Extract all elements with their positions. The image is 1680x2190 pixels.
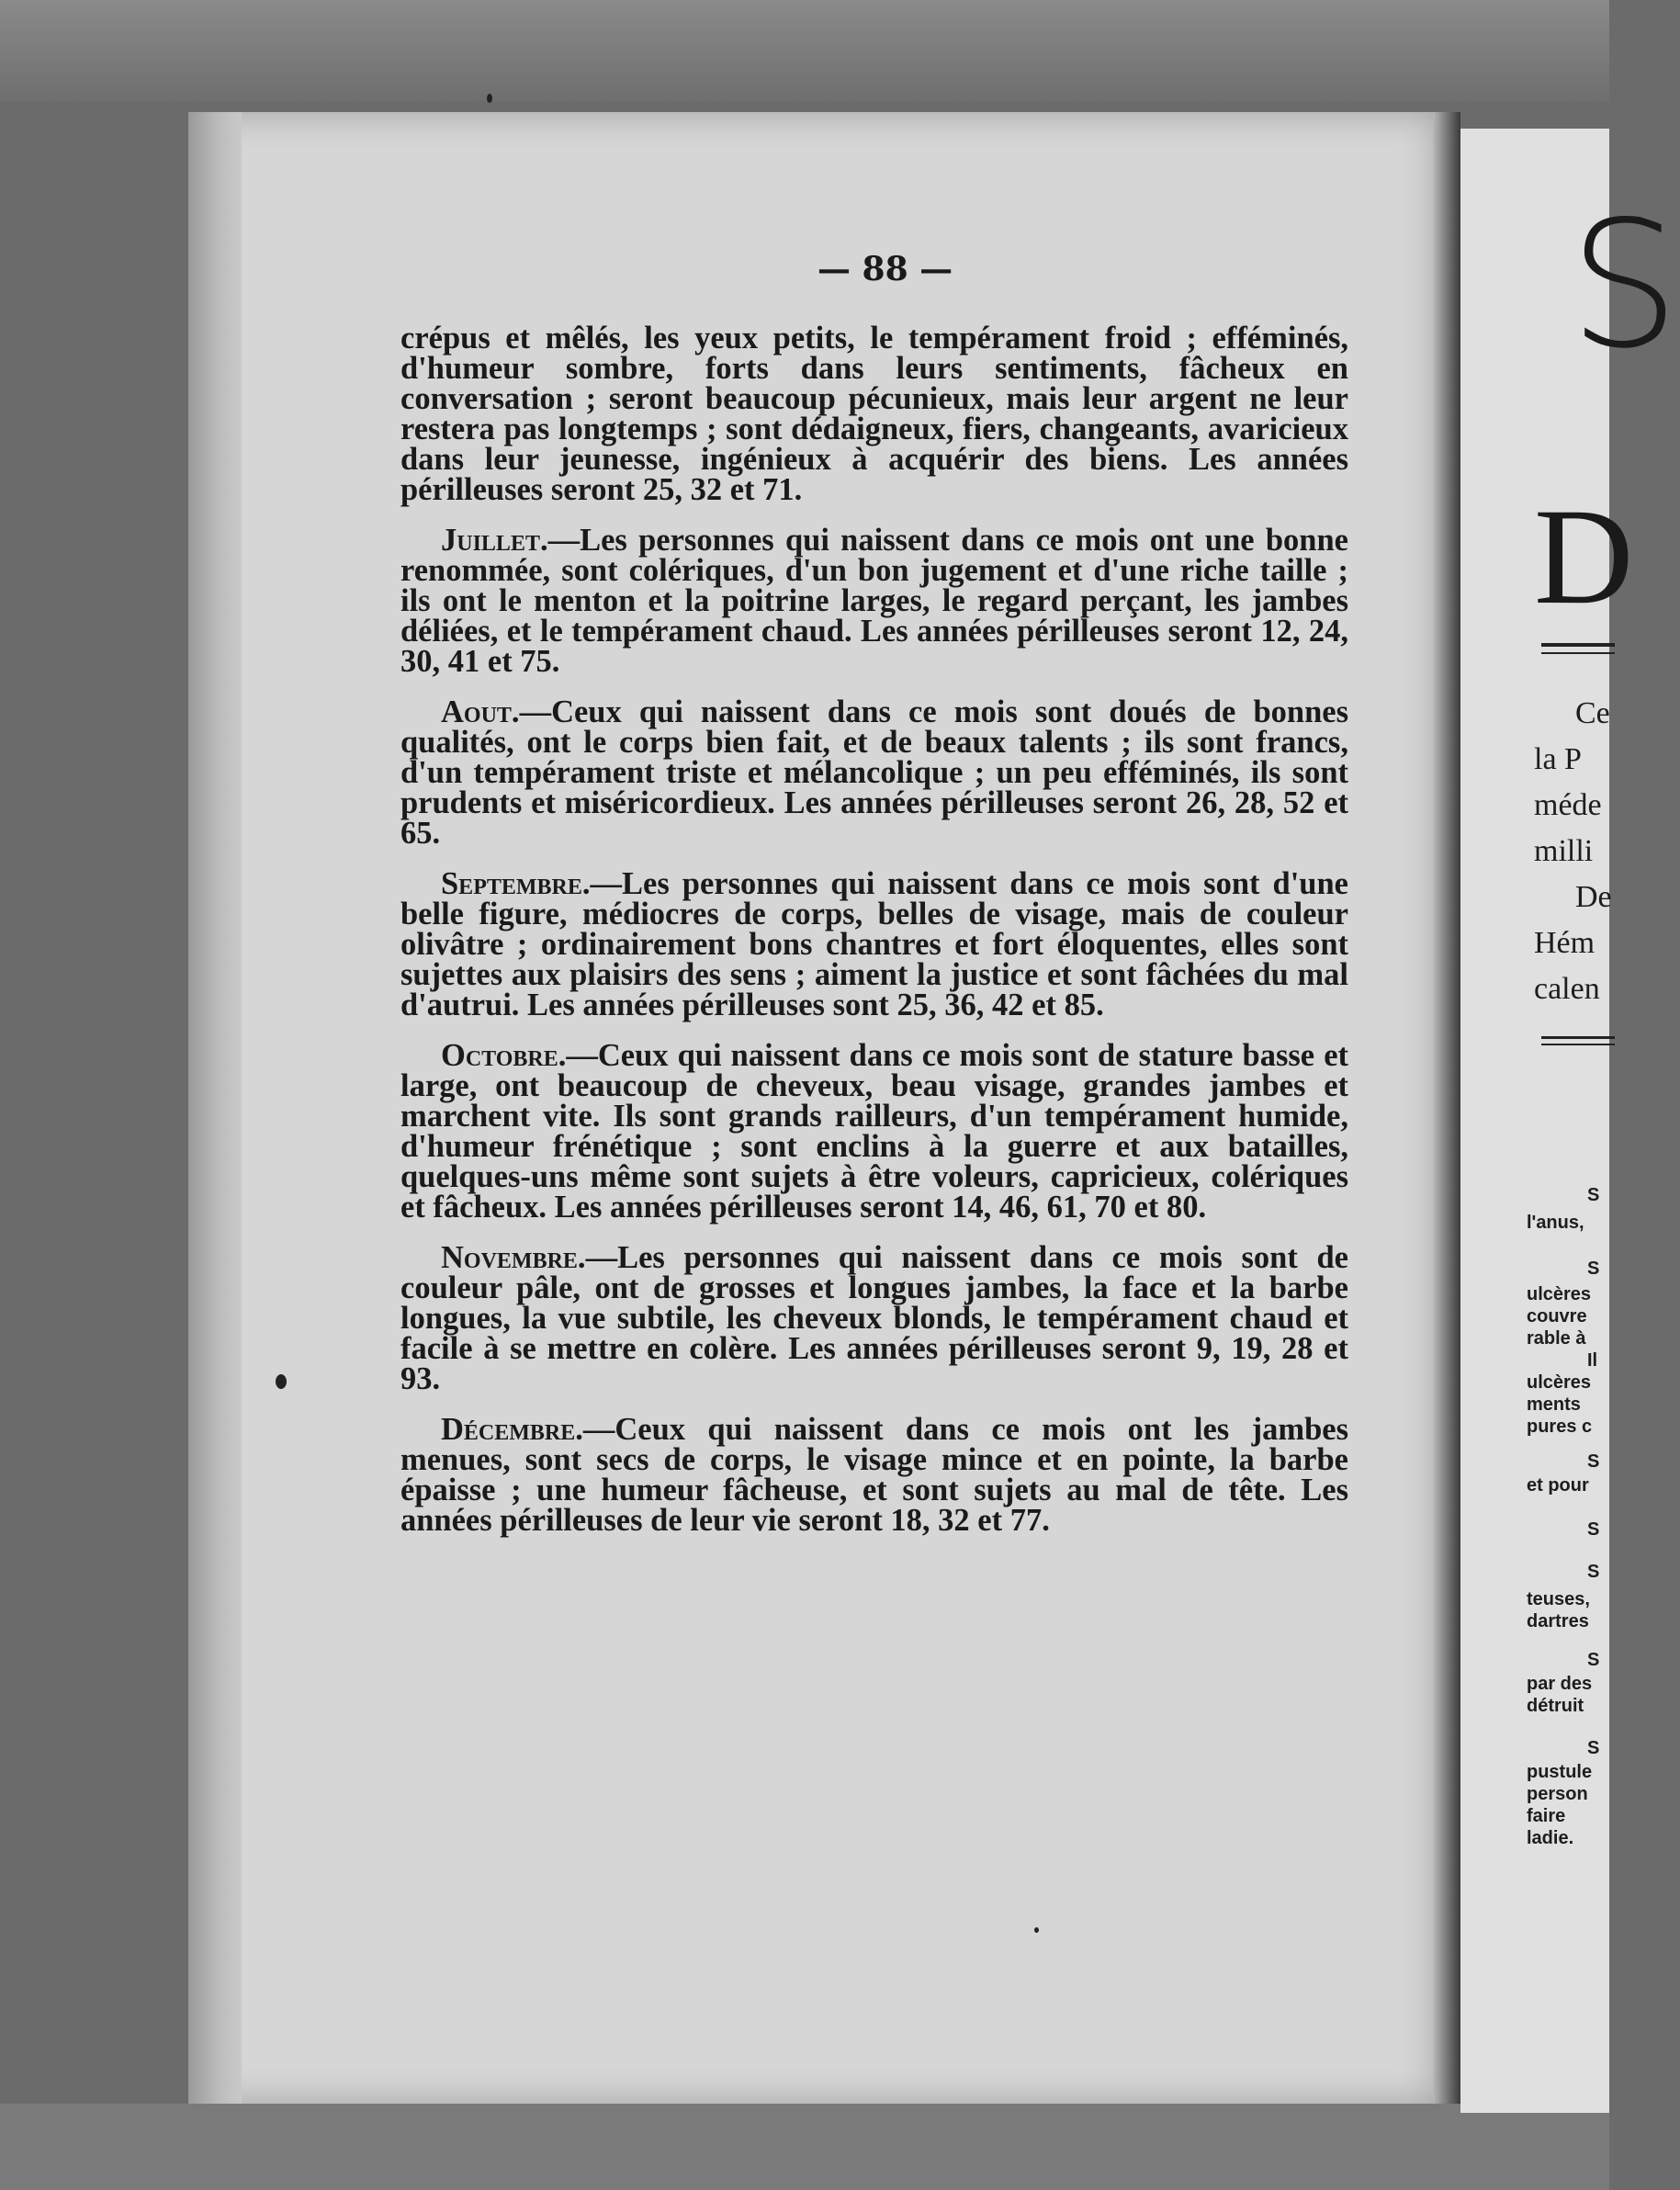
page-binding-edge bbox=[188, 112, 242, 2104]
month-heading: Novembre. bbox=[441, 1240, 586, 1275]
ink-speck bbox=[1034, 1927, 1039, 1933]
right-page-line: méde bbox=[1534, 788, 1602, 822]
paragraph-aout bbox=[400, 694, 1348, 851]
right-page-rule bbox=[1541, 1036, 1615, 1039]
right-page-line: la P bbox=[1534, 742, 1582, 776]
month-heading: Septembre. bbox=[441, 866, 591, 901]
month-text: —Les personnes qui naissent dans ce mois sont de couleur pâle, ont de grosses et longues jambes, la face et la barbe longues, la vue subtile, les cheveux blonds, le tempérament chaud et facile à se mettre en colère. Les années périlleuses seront 9, 19, 28 et 93. bbox=[400, 1240, 1348, 1396]
right-page-line: De bbox=[1575, 880, 1612, 914]
month-text: —Les personnes qui naissent dans ce mois sont d'une belle figure, médiocres de corps, belles de visage, mais de couleur olivâtre ; ordinairement bons chantres et fort éloquentes, elles sont sujettes aux plaisirs des sens ; aiment la justice et sont fâchées du mal d'autrui. Les années périlleuses sont 25, 36, 42 et 85. bbox=[400, 866, 1348, 1022]
paragraph-septembre bbox=[400, 866, 1348, 1022]
right-page-small-line: S bbox=[1587, 1185, 1600, 1205]
month-text: —Ceux qui naissent dans ce mois sont de stature basse et large, ont beaucoup de cheveux, beau visage, grandes jambes et marchent vite. Ils sont grands railleurs, d'un tempérament humide, d'humeur frénétique ; sont enclins à la guerre et aux batailles, quelques-uns même sont sujets à être voleurs, capricieux, colériques et fâcheux. Les années périlleuses seront 14, 46, 61, 70 et 80. bbox=[400, 1038, 1348, 1225]
paragraph-novembre bbox=[400, 1240, 1348, 1396]
paragraph-juillet bbox=[400, 525, 1348, 677]
right-page-rule bbox=[1541, 643, 1615, 647]
right-page-small-line: S bbox=[1587, 1519, 1600, 1540]
right-page-small-line: person bbox=[1527, 1784, 1588, 1804]
month-heading: Octobre. bbox=[441, 1038, 567, 1073]
right-page-big-letter: D bbox=[1534, 480, 1634, 633]
right-page-rule bbox=[1541, 652, 1615, 654]
ink-speck bbox=[276, 1374, 287, 1389]
right-page-big-letter: S bbox=[1569, 184, 1680, 387]
intro-paragraph: crépus et mêlés, les yeux petits, le tempérament froid ; efféminés, d'humeur sombre, forts dans leurs sentiments, fâcheux en conversation ; seront beaucoup pécunieux, mais leur argent ne leur restera pas longtemps ; sont dédaigneux, fiers, changeants, avaricieux dans leur jeunesse, ingénieux à acquérir des biens. Les années périlleuses seront 25, 32 et 71. bbox=[400, 321, 1348, 507]
right-page-small-line: ladie. bbox=[1527, 1828, 1574, 1848]
right-page-small-line: ulcères bbox=[1527, 1284, 1592, 1304]
month-text: —Les personnes qui naissent dans ce mois ont une bonne renommée, sont colériques, d'un bon jugement et d'une riche taille ; ils ont le menton et la poitrine larges, le regard perçant, les jambes déliées, et le tempérament chaud. Les années périlleuses seront 12, 24, 30, 41 et 75. bbox=[400, 523, 1348, 679]
right-page-small-line: faire bbox=[1527, 1806, 1566, 1826]
month-heading: Juillet. bbox=[441, 523, 548, 558]
right-page-small-line: S bbox=[1587, 1562, 1600, 1582]
month-heading: Décembre. bbox=[441, 1412, 583, 1447]
right-page-small-line: S bbox=[1587, 1451, 1600, 1472]
paragraph-octobre bbox=[400, 1038, 1348, 1225]
right-page-fragment bbox=[1460, 129, 1680, 2113]
right-page-small-line: rable à bbox=[1527, 1328, 1586, 1349]
month-heading: Aout. bbox=[441, 694, 520, 729]
right-page-small-line: détruit bbox=[1527, 1696, 1584, 1716]
right-page-small-line: l'anus, bbox=[1527, 1213, 1584, 1233]
right-page-line: Ce bbox=[1575, 696, 1610, 730]
right-page-small-line: couvre bbox=[1527, 1306, 1587, 1326]
right-page-small-line: et pour bbox=[1527, 1475, 1589, 1496]
right-page-small-line: teuses, bbox=[1527, 1589, 1590, 1609]
right-page-line: Hém bbox=[1534, 926, 1595, 960]
right-page-small-line: ments bbox=[1527, 1394, 1581, 1415]
book-gutter bbox=[1433, 112, 1460, 2104]
right-page-small-line: S bbox=[1587, 1650, 1600, 1670]
scanner-background-bottom bbox=[0, 2104, 1609, 2190]
scanner-background-top bbox=[0, 0, 1609, 101]
right-page-small-line: pustule bbox=[1527, 1762, 1593, 1782]
right-page-line: calen bbox=[1534, 972, 1600, 1006]
right-page-small-line: pures c bbox=[1527, 1417, 1593, 1437]
month-text: —Ceux qui naissent dans ce mois sont doués de bonnes qualités, ont le corps bien fait, et de beaux talents ; ils sont francs, d'un tempérament triste et mélancolique ; un peu efféminés, ils sont prudents et miséricordieux. Les années périlleuses seront 26, 28, 52 et 65. bbox=[400, 694, 1348, 851]
paragraph-decembre bbox=[400, 1412, 1348, 1538]
main-text bbox=[400, 323, 1348, 1556]
right-page-rule bbox=[1541, 1044, 1615, 1045]
ink-speck bbox=[487, 94, 492, 103]
right-page-small-line: Il bbox=[1587, 1350, 1598, 1371]
right-page-small-line: S bbox=[1587, 1738, 1600, 1758]
right-page-small-line: par des bbox=[1527, 1674, 1593, 1694]
month-text: —Ceux qui naissent dans ce mois ont les jambes menues, sont secs de corps, le visage mince et en pointe, la barbe épaisse ; une humeur fâcheuse, et sont sujets au mal de tête. Les années périlleuses de leur vie seront 18, 32 et 77. bbox=[400, 1412, 1348, 1538]
right-page-small-line: ulcères bbox=[1527, 1372, 1592, 1393]
page-number: — 88 — bbox=[817, 250, 953, 288]
right-page-small-line: dartres bbox=[1527, 1611, 1589, 1631]
right-page-line: milli bbox=[1534, 834, 1594, 868]
right-page-small-line: S bbox=[1587, 1259, 1600, 1279]
